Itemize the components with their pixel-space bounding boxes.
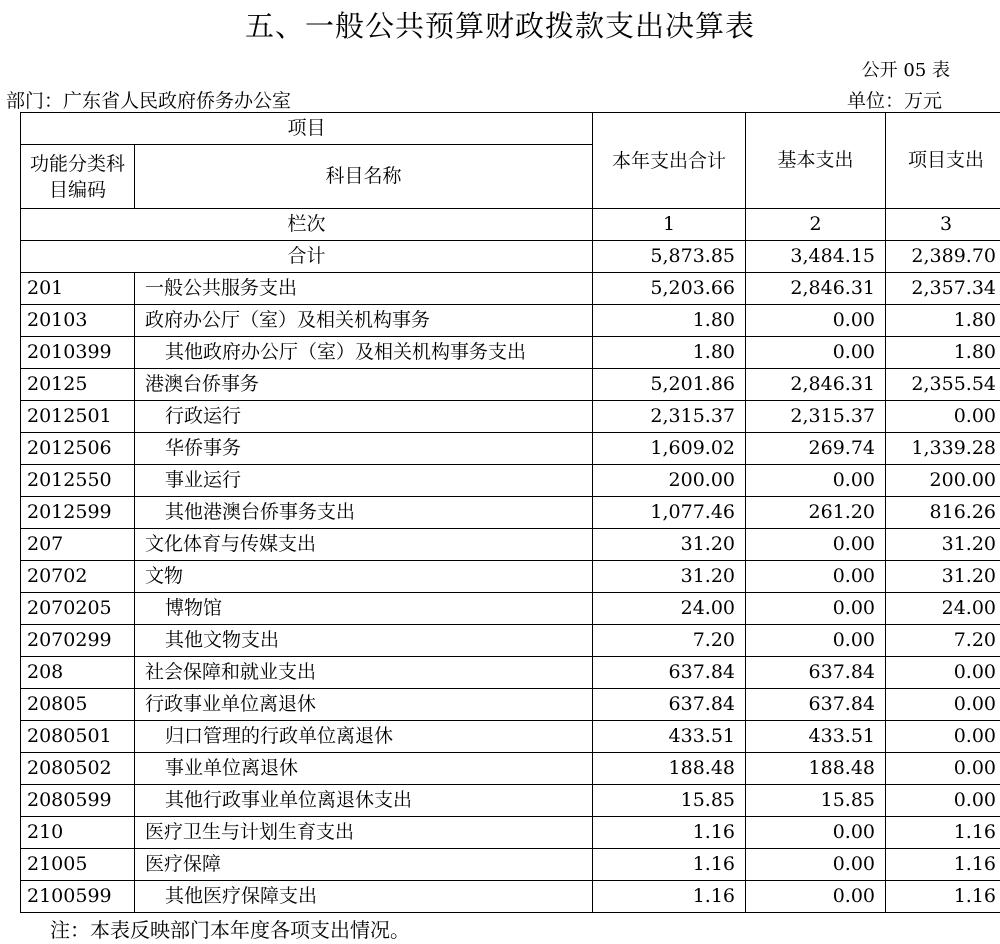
row-name: 其他文物支出 xyxy=(135,625,593,657)
table-row xyxy=(21,753,1000,785)
row-code: 20125 xyxy=(21,369,135,401)
header-row-project xyxy=(21,113,1000,145)
form-number: 公开 05 表 xyxy=(861,60,950,81)
header-basic: 基本支出 xyxy=(746,113,886,209)
row-basic: 0.00 xyxy=(746,817,886,849)
table-row xyxy=(21,625,1000,657)
header-project-expense: 项目支出 xyxy=(886,113,1000,209)
row-total: 188.48 xyxy=(593,753,746,785)
table-row xyxy=(21,593,1000,625)
row-project: 200.00 xyxy=(886,465,1000,497)
row-basic: 269.74 xyxy=(746,433,886,465)
row-basic: 0.00 xyxy=(746,465,886,497)
row-basic: 261.20 xyxy=(746,497,886,529)
row-total: 5,201.86 xyxy=(593,369,746,401)
row-name: 港澳台侨事务 xyxy=(135,369,593,401)
row-code: 207 xyxy=(21,529,135,561)
row-name: 行政运行 xyxy=(135,401,593,433)
row-total: 1.16 xyxy=(593,881,746,913)
row-name: 医疗卫生与计划生育支出 xyxy=(135,817,593,849)
row-total: 1.16 xyxy=(593,849,746,881)
row-project: 0.00 xyxy=(886,721,1000,753)
row-code: 2080501 xyxy=(21,721,135,753)
row-basic: 2,315.37 xyxy=(746,401,886,433)
column-index-label: 栏次 xyxy=(21,209,593,241)
row-name: 其他政府办公厅（室）及相关机构事务支出 xyxy=(135,337,593,369)
row-project: 1.16 xyxy=(886,881,1000,913)
row-name: 医疗保障 xyxy=(135,849,593,881)
table-row xyxy=(21,369,1000,401)
row-code: 20702 xyxy=(21,561,135,593)
row-code: 2012550 xyxy=(21,465,135,497)
row-project: 7.20 xyxy=(886,625,1000,657)
row-basic: 2,846.31 xyxy=(746,273,886,305)
table-row xyxy=(21,273,1000,305)
row-name: 其他行政事业单位离退休支出 xyxy=(135,785,593,817)
row-total: 7.20 xyxy=(593,625,746,657)
row-code: 210 xyxy=(21,817,135,849)
row-basic: 0.00 xyxy=(746,529,886,561)
row-code: 2080502 xyxy=(21,753,135,785)
table-row xyxy=(21,337,1000,369)
header-code: 功能分类科目编码 xyxy=(21,145,135,209)
row-project: 1.16 xyxy=(886,817,1000,849)
row-project: 1.16 xyxy=(886,849,1000,881)
row-project: 1.80 xyxy=(886,305,1000,337)
table-row xyxy=(21,689,1000,721)
expenditure-table xyxy=(20,112,1000,913)
header-name: 科目名称 xyxy=(135,145,593,209)
row-total: 637.84 xyxy=(593,657,746,689)
row-name: 事业单位离退休 xyxy=(135,753,593,785)
row-basic: 0.00 xyxy=(746,881,886,913)
table-row xyxy=(21,433,1000,465)
row-basic: 15.85 xyxy=(746,785,886,817)
total-basic: 3,484.15 xyxy=(746,241,886,273)
row-total: 637.84 xyxy=(593,689,746,721)
row-basic: 0.00 xyxy=(746,561,886,593)
row-code: 2070205 xyxy=(21,593,135,625)
row-name: 政府办公厅（室）及相关机构事务 xyxy=(135,305,593,337)
row-project: 816.26 xyxy=(886,497,1000,529)
row-total: 5,203.66 xyxy=(593,273,746,305)
row-basic: 637.84 xyxy=(746,689,886,721)
row-project: 31.20 xyxy=(886,529,1000,561)
total-project: 2,389.70 xyxy=(886,241,1000,273)
row-code: 2080599 xyxy=(21,785,135,817)
row-project: 1.80 xyxy=(886,337,1000,369)
row-name: 一般公共服务支出 xyxy=(135,273,593,305)
row-project: 0.00 xyxy=(886,753,1000,785)
table-row xyxy=(21,305,1000,337)
column-index-1: 1 xyxy=(593,209,746,241)
page-title: 五、一般公共预算财政拨款支出决算表 xyxy=(244,9,755,43)
row-name: 归口管理的行政单位离退休 xyxy=(135,721,593,753)
row-code: 2012599 xyxy=(21,497,135,529)
row-project: 0.00 xyxy=(886,689,1000,721)
row-total: 1.80 xyxy=(593,305,746,337)
row-name: 行政事业单位离退休 xyxy=(135,689,593,721)
row-project: 0.00 xyxy=(886,401,1000,433)
row-total: 15.85 xyxy=(593,785,746,817)
table-row xyxy=(21,785,1000,817)
total-amount: 5,873.85 xyxy=(593,241,746,273)
row-code: 20805 xyxy=(21,689,135,721)
row-total: 1,077.46 xyxy=(593,497,746,529)
row-project: 24.00 xyxy=(886,593,1000,625)
row-total: 1.16 xyxy=(593,817,746,849)
row-total: 1.80 xyxy=(593,337,746,369)
row-code: 2070299 xyxy=(21,625,135,657)
row-total: 31.20 xyxy=(593,529,746,561)
table-row xyxy=(21,529,1000,561)
row-project: 2,355.54 xyxy=(886,369,1000,401)
row-name: 华侨事务 xyxy=(135,433,593,465)
row-name: 其他医疗保障支出 xyxy=(135,881,593,913)
row-basic: 433.51 xyxy=(746,721,886,753)
column-index-2: 2 xyxy=(746,209,886,241)
row-total: 433.51 xyxy=(593,721,746,753)
column-index-3: 3 xyxy=(886,209,1000,241)
table-row xyxy=(21,881,1000,913)
row-basic: 0.00 xyxy=(746,625,886,657)
row-code: 21005 xyxy=(21,849,135,881)
header-project: 项目 xyxy=(21,113,593,145)
row-code: 201 xyxy=(21,273,135,305)
row-name: 其他港澳台侨事务支出 xyxy=(135,497,593,529)
table-row xyxy=(21,497,1000,529)
row-basic: 0.00 xyxy=(746,849,886,881)
row-code: 2012506 xyxy=(21,433,135,465)
row-name: 社会保障和就业支出 xyxy=(135,657,593,689)
row-basic: 0.00 xyxy=(746,305,886,337)
row-code: 20103 xyxy=(21,305,135,337)
row-name: 文化体育与传媒支出 xyxy=(135,529,593,561)
table-row xyxy=(21,401,1000,433)
column-index-row xyxy=(21,209,1000,241)
row-total: 2,315.37 xyxy=(593,401,746,433)
total-row xyxy=(21,241,1000,273)
table-row xyxy=(21,465,1000,497)
row-basic: 0.00 xyxy=(746,593,886,625)
department-label: 部门：广东省人民政府侨务办公室 xyxy=(6,90,292,112)
row-project: 31.20 xyxy=(886,561,1000,593)
header-total: 本年支出合计 xyxy=(593,113,746,209)
row-name: 事业运行 xyxy=(135,465,593,497)
row-project: 0.00 xyxy=(886,657,1000,689)
table-row xyxy=(21,561,1000,593)
table-row xyxy=(21,657,1000,689)
row-basic: 2,846.31 xyxy=(746,369,886,401)
row-name: 博物馆 xyxy=(135,593,593,625)
footnote: 注：本表反映部门本年度各项支出情况。 xyxy=(50,918,410,942)
row-basic: 188.48 xyxy=(746,753,886,785)
total-label: 合计 xyxy=(21,241,593,273)
row-code: 208 xyxy=(21,657,135,689)
row-name: 文物 xyxy=(135,561,593,593)
row-project: 2,357.34 xyxy=(886,273,1000,305)
row-total: 200.00 xyxy=(593,465,746,497)
row-total: 31.20 xyxy=(593,561,746,593)
table-row xyxy=(21,849,1000,881)
row-code: 2010399 xyxy=(21,337,135,369)
row-basic: 0.00 xyxy=(746,337,886,369)
row-project: 0.00 xyxy=(886,785,1000,817)
row-total: 24.00 xyxy=(593,593,746,625)
row-basic: 637.84 xyxy=(746,657,886,689)
row-total: 1,609.02 xyxy=(593,433,746,465)
row-code: 2100599 xyxy=(21,881,135,913)
table-row xyxy=(21,721,1000,753)
row-project: 1,339.28 xyxy=(886,433,1000,465)
row-code: 2012501 xyxy=(21,401,135,433)
table-row xyxy=(21,817,1000,849)
unit-label: 单位：万元 xyxy=(846,90,942,112)
